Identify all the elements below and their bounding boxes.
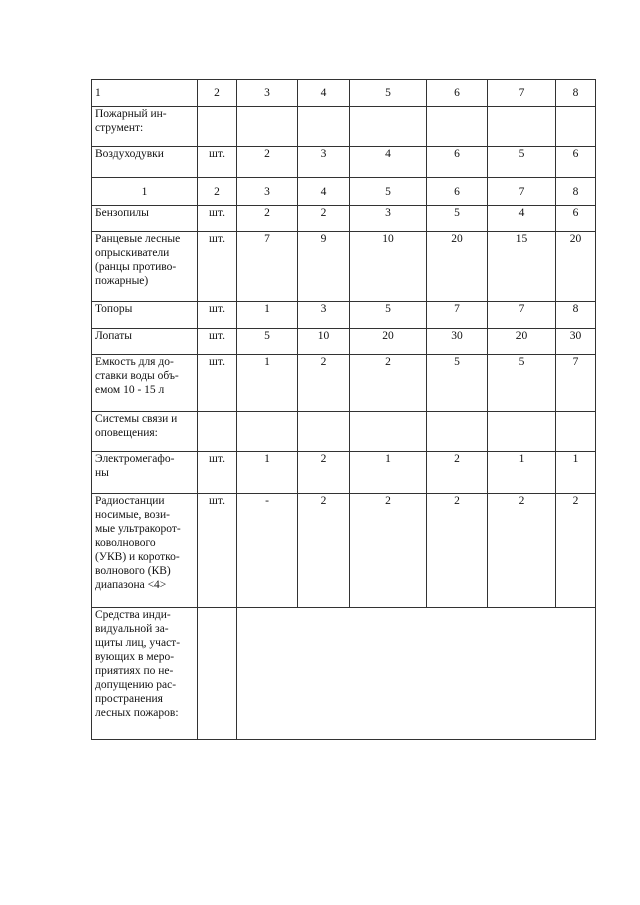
unit-cell: шт.	[198, 302, 237, 329]
value-cell: 2	[350, 355, 427, 412]
value-cell: 3	[350, 206, 427, 232]
value-cell: 7	[556, 355, 596, 412]
value-cell: 5	[350, 302, 427, 329]
value-cell: 1	[237, 302, 298, 329]
value-cell: 7	[427, 302, 488, 329]
item-name-cell: 1	[92, 80, 198, 107]
value-cell: 8	[556, 80, 596, 107]
value-cell: 5	[427, 355, 488, 412]
value-cell: 2	[427, 452, 488, 494]
value-cell: 8	[556, 178, 596, 206]
item-name-cell: Электромегафо- ны	[92, 452, 198, 494]
value-cell: 6	[556, 206, 596, 232]
value-cell	[350, 412, 427, 452]
value-cell: 4	[298, 178, 350, 206]
value-cell: 5	[237, 329, 298, 355]
item-name-cell: Бензопилы	[92, 206, 198, 232]
value-cell: 3	[237, 80, 298, 107]
value-cell: 1	[237, 452, 298, 494]
table-row	[92, 206, 596, 232]
value-cell: 5	[488, 355, 556, 412]
value-cell: 4	[298, 80, 350, 107]
table-row	[92, 452, 596, 494]
unit-cell: шт.	[198, 232, 237, 302]
value-cell: 8	[556, 302, 596, 329]
value-cell: 6	[427, 178, 488, 206]
value-cell: 7	[488, 178, 556, 206]
value-cell	[556, 107, 596, 147]
value-cell	[427, 107, 488, 147]
value-cell: 4	[350, 147, 427, 178]
value-cell: 1	[488, 452, 556, 494]
value-cell: 4	[488, 206, 556, 232]
table-row	[92, 329, 596, 355]
table-row	[92, 302, 596, 329]
value-cell: 10	[350, 232, 427, 302]
value-cell: 2	[488, 494, 556, 608]
value-cell: 5	[350, 178, 427, 206]
value-cell: 2	[237, 147, 298, 178]
value-cell	[556, 412, 596, 452]
item-name-cell: Воздуходувки	[92, 147, 198, 178]
value-cell: 6	[427, 80, 488, 107]
unit-cell	[198, 412, 237, 452]
item-name-cell: Топоры	[92, 302, 198, 329]
value-cell	[488, 412, 556, 452]
value-cell: 10	[298, 329, 350, 355]
value-cell: 3	[298, 147, 350, 178]
table-row	[92, 494, 596, 608]
item-name-cell: Средства инди- видуальной за- щиты лиц, участ- вующих в меро- приятиях по не- допущению рас- пространения лесных пожаров:	[92, 608, 198, 740]
value-cell: 2	[298, 355, 350, 412]
value-cell: 20	[556, 232, 596, 302]
unit-cell	[198, 107, 237, 147]
value-cell: 5	[488, 147, 556, 178]
value-cell	[298, 107, 350, 147]
table-row	[92, 355, 596, 412]
value-cell: 6	[427, 147, 488, 178]
table-row	[92, 147, 596, 178]
value-cell: 7	[488, 302, 556, 329]
value-cell: 2	[350, 494, 427, 608]
value-cell: 3	[237, 178, 298, 206]
value-cell: 20	[427, 232, 488, 302]
value-cell: 5	[350, 80, 427, 107]
value-cell: 20	[488, 329, 556, 355]
unit-cell: шт.	[198, 355, 237, 412]
value-cell: 20	[350, 329, 427, 355]
table-row	[92, 608, 596, 740]
value-cell: 1	[350, 452, 427, 494]
table-row	[92, 232, 596, 302]
value-cell: 2	[298, 494, 350, 608]
table-row	[92, 178, 596, 206]
merged-empty-cell	[237, 608, 596, 740]
item-name-cell: Радиостанции носимые, вози- мые ультракорот- коволнового (УКВ) и коротко- волнового (КВ) диапазона <4>	[92, 494, 198, 608]
value-cell: 5	[427, 206, 488, 232]
value-cell: 3	[298, 302, 350, 329]
value-cell: 9	[298, 232, 350, 302]
item-name-cell: Емкость для до- ставки воды объ- емом 10 - 15 л	[92, 355, 198, 412]
value-cell: 15	[488, 232, 556, 302]
value-cell: 1	[237, 355, 298, 412]
value-cell: 2	[556, 494, 596, 608]
unit-cell: шт.	[198, 494, 237, 608]
value-cell	[237, 412, 298, 452]
value-cell: 30	[556, 329, 596, 355]
value-cell: 7	[488, 80, 556, 107]
value-cell: 2	[237, 206, 298, 232]
value-cell: 30	[427, 329, 488, 355]
item-name-cell: Ранцевые лесные опрыскиватели (ранцы противо- пожарные)	[92, 232, 198, 302]
value-cell: 6	[556, 147, 596, 178]
value-cell	[298, 412, 350, 452]
equipment-table	[91, 79, 596, 740]
item-name-cell: Пожарный ин- струмент:	[92, 107, 198, 147]
item-name-cell: Лопаты	[92, 329, 198, 355]
value-cell	[237, 107, 298, 147]
unit-cell: шт.	[198, 329, 237, 355]
value-cell	[488, 107, 556, 147]
value-cell: 2	[298, 206, 350, 232]
unit-cell: 2	[198, 80, 237, 107]
unit-cell: шт.	[198, 452, 237, 494]
table-row	[92, 107, 596, 147]
value-cell: 1	[556, 452, 596, 494]
value-cell: 7	[237, 232, 298, 302]
unit-cell: шт.	[198, 206, 237, 232]
value-cell	[350, 107, 427, 147]
unit-cell	[198, 608, 237, 740]
item-name-cell: 1	[92, 178, 198, 206]
value-cell: -	[237, 494, 298, 608]
unit-cell: шт.	[198, 147, 237, 178]
value-cell	[427, 412, 488, 452]
table-row	[92, 412, 596, 452]
value-cell: 2	[298, 452, 350, 494]
unit-cell: 2	[198, 178, 237, 206]
value-cell: 2	[427, 494, 488, 608]
equipment-table-body	[92, 80, 596, 740]
table-row	[92, 80, 596, 107]
item-name-cell: Системы связи и оповещения:	[92, 412, 198, 452]
